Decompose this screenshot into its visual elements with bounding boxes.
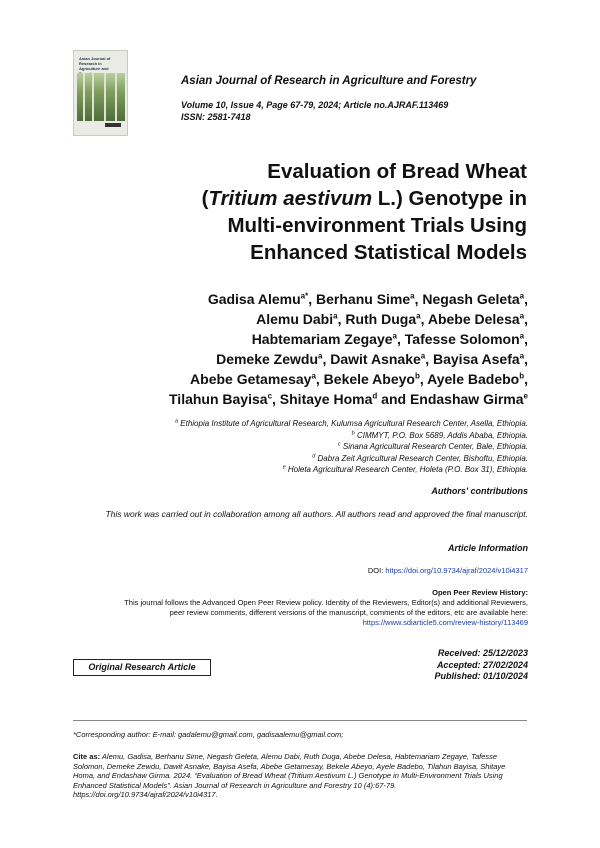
contributions-heading: Authors' contributions xyxy=(431,486,528,496)
article-type-box: Original Research Article xyxy=(73,659,211,676)
author-affiliation-mark: c xyxy=(267,391,273,401)
doi-label: DOI: xyxy=(367,566,386,575)
affiliation-text: Holeta Agricultural Research Center, Holeta (P.O. Box 31), Ethiopia. xyxy=(287,465,528,474)
author-name: Berhanu Sime xyxy=(316,291,411,307)
received-date: Received: 25/12/2023 xyxy=(437,648,528,658)
journal-name: Asian Journal of Research in Agriculture and Forestry xyxy=(181,75,477,87)
review-line: peer review comments, different versions of the manuscript, comments of the editors, etc are available here: xyxy=(169,608,528,617)
affiliation-text: Dabra Zeit Agricultural Research Center, Bishoftu, Ethiopia. xyxy=(317,453,528,463)
title-paren: ( xyxy=(201,187,209,210)
affiliation xyxy=(58,430,528,442)
author-name: Endashaw Girma xyxy=(409,391,524,407)
author-affiliation-mark: a* xyxy=(300,291,309,301)
title-line xyxy=(87,185,527,212)
author-name: Alemu Dabi xyxy=(256,311,334,327)
author-affiliation-mark: e xyxy=(523,391,528,401)
review-line: This journal follows the Advanced Open Peer Review policy. Identity of the Reviewers, Editor(s) and additional Reviewers, xyxy=(124,598,528,607)
title-species: Tritium aestivum xyxy=(208,187,373,210)
affiliation-text: Ethiopia Institute of Agricultural Research, Kulumsa Agricultural Research Center, Asella, Ethiopia. xyxy=(180,419,528,428)
article-info-heading: Article Information xyxy=(447,543,528,553)
corresponding-author: *Corresponding author: E-mail: gadalemu@gmail.com, gadisaalemu@gmail.com; xyxy=(73,730,344,739)
title-line: Evaluation of Bread Wheat xyxy=(267,160,527,183)
issn-line: ISSN: 2581-7418 xyxy=(181,112,251,122)
title-line: Enhanced Statistical Models xyxy=(250,241,527,264)
author-name: Ayele Badebo xyxy=(427,371,520,387)
author-affiliation-mark: a xyxy=(416,311,421,321)
cover-title-line: Agriculture and xyxy=(79,66,109,71)
dates-block xyxy=(328,648,528,683)
author-line: Alemu Dabi$^a$, Ruth Duga$^a$, Abebe Delesa$^a$, xyxy=(256,311,528,327)
affiliation-mark: e xyxy=(282,464,286,471)
affiliation xyxy=(58,464,528,476)
review-heading: Open Peer Review History: xyxy=(432,588,528,597)
cite-label: Cite as: xyxy=(73,752,101,761)
author-affiliation-mark: a xyxy=(519,291,525,301)
paper-title xyxy=(87,158,527,266)
author-line: Tilahun Bayisa$^c$, Shitaye Homa$^d$ and Endashaw Girma$^e$ xyxy=(169,391,528,407)
author-name: Habtemariam Zegaye xyxy=(251,331,393,347)
affiliation-mark: b xyxy=(351,429,355,436)
affiliation-mark: a xyxy=(174,418,179,425)
title-line: Multi-environment Trials Using xyxy=(227,214,527,237)
author-name: Abebe Delesa xyxy=(427,311,520,327)
author-line: Demeke Zewdu$^a$, Dawit Asnake$^a$, Bayisa Asefa$^a$, xyxy=(216,351,528,367)
affiliation-text: CIMMYT, P.O. Box 5689, Addis Ababa, Ethiopia. xyxy=(356,430,528,440)
author-affiliation-mark: a xyxy=(311,371,316,381)
author-affiliation-mark: a xyxy=(392,331,397,341)
review-history-link[interactable]: https://www.sdiarticle5.com/review-history/113469 xyxy=(362,618,528,627)
author-affiliation-mark: a xyxy=(519,311,525,321)
author-affiliation-mark: a xyxy=(519,331,525,341)
affiliation-mark: d xyxy=(312,452,316,459)
author-name: Shitaye Homa xyxy=(279,391,373,407)
affiliation xyxy=(58,453,528,465)
author-name: Gadisa Alemu xyxy=(207,291,301,307)
author-name: Negash Geleta xyxy=(422,291,520,307)
journal-cover-thumbnail xyxy=(73,50,128,136)
cover-title-line: Asian Journal of Research in xyxy=(79,56,111,66)
contributions-text: This work was carried out in collaboration among all authors. All authors read and approved the final manuscript. xyxy=(105,509,528,519)
author-affiliation-mark: b xyxy=(519,371,525,381)
cover-forest-image xyxy=(77,73,125,121)
author-name: Dawit Asnake xyxy=(330,351,421,367)
author-affiliation-mark: a xyxy=(410,291,415,301)
author-line: Gadisa Alemu$^{a*}$, Berhanu Sime$^a$, Negash Geleta$^a$, xyxy=(207,291,528,307)
author-affiliation-mark: a xyxy=(318,351,323,361)
author-name: Abebe Getamesay xyxy=(190,371,312,387)
author-affiliation-mark: d xyxy=(372,391,378,401)
affiliation-mark: c xyxy=(337,441,341,448)
author-line: Habtemariam Zegaye$^a$, Tafesse Solomon$^a$, xyxy=(251,331,528,347)
review-text xyxy=(58,598,528,628)
author-affiliation-mark: a xyxy=(333,311,338,321)
affiliation-list xyxy=(58,418,528,476)
affiliation xyxy=(58,418,528,430)
author-name: Tafesse Solomon xyxy=(404,331,520,347)
author-name: Demeke Zewdu xyxy=(216,351,319,367)
author-affiliation-mark: b xyxy=(414,371,420,381)
author-name: Bekele Abeyo xyxy=(323,371,415,387)
title-rest: L.) Genotype in xyxy=(372,187,527,210)
author-name: Bayisa Asefa xyxy=(433,351,520,367)
citation xyxy=(73,752,528,800)
author-name: Tilahun Bayisa xyxy=(169,391,268,407)
doi-line xyxy=(368,566,528,575)
author-list xyxy=(58,289,528,409)
cite-text: Alemu, Gadisa, Berhanu Sime, Negash Geleta, Alemu Dabi, Ruth Duga, Abebe Delesa, Habtemariam Zegaye, Tafesse Solomon, Demeke Zewdu, Dawit Asnake, Bayisa Asefa, Abebe Getamesay, Bekele Abeyo, Ayele Badebo, Tilahun Bayisa, Shitaye Homa, and Endashaw Girma. 2024. “Evaluation of Bread Wheat (Tritium Aestivum L.) Genotype in Multi-Environment Trials Using Enhanced Statistical Models”. Asian Journal of Research in Agriculture and Forestry 10 (4):67-79. https://doi.org/10.9734/ajraf/2024/v10i4317. xyxy=(73,752,506,800)
affiliation-text: Sinana Agricultural Research Center, Bale, Ethiopia. xyxy=(342,442,528,451)
author-line: Abebe Getamesay$^a$, Bekele Abeyo$^b$, Ayele Badebo$^b$, xyxy=(190,371,528,387)
volume-line: Volume 10, Issue 4, Page 67-79, 2024; Article no.AJRAF.113469 xyxy=(181,100,449,110)
footer-divider xyxy=(73,720,527,721)
author-affiliation-mark: a xyxy=(519,351,525,361)
cover-barcode xyxy=(77,123,125,131)
affiliation xyxy=(58,441,528,453)
doi-link[interactable]: https://doi.org/10.9734/ajraf/2024/v10i4317 xyxy=(385,566,528,575)
author-affiliation-mark: a xyxy=(420,351,426,361)
author-name: Ruth Duga xyxy=(345,311,417,327)
published-date: Published: 01/10/2024 xyxy=(434,671,528,681)
accepted-date: Accepted: 27/02/2024 xyxy=(436,659,528,670)
